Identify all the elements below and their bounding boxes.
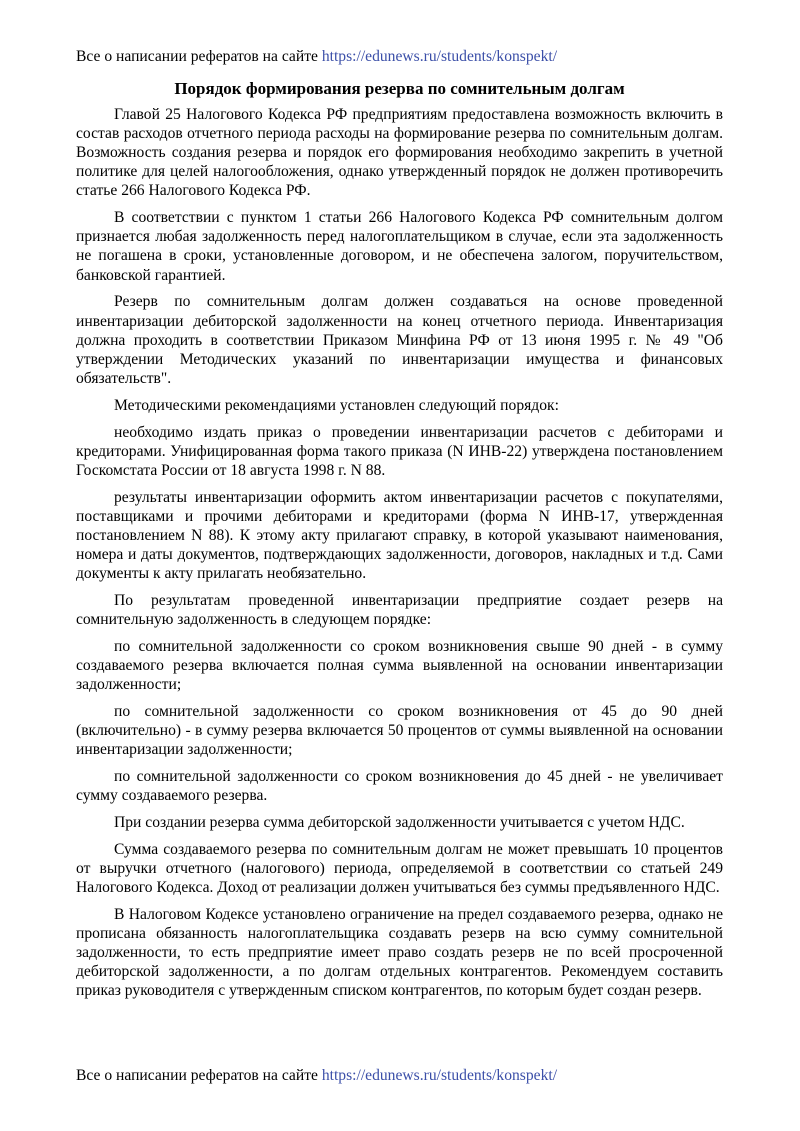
paragraph: Резерв по сомнительным долгам должен создаваться на основе проведенной инвентаризации дебиторской задолженности на конец отчетного периода. Инвентаризация должна проходить в соответствии Приказом Минфина РФ от 13 июня 1995 г. № 49 "Об утверждении Методических указаний по инвентаризации имущества и финансовых обязательств". [76,293,723,387]
document-body [76,79,723,1008]
paragraph: В соответствии с пунктом 1 статьи 266 Налогового Кодекса РФ сомнительным долгом признается любая задолженность перед налогоплательщиком в случае, если эта задолженность не погашена в сроки, установленные договором, и не обеспечена залогом, поручительством, банковской гарантией. [76,209,723,284]
paragraph: В Налоговом Кодексе установлено ограничение на предел создаваемого резерва, однако не прописана обязанность налогоплательщика создавать резерв на всю сумму сомнительной задолженности, то есть предприятие имеет право создать резерв не по всей просроченной дебиторской задолженности, а по долгам отдельных контрагентов. Рекомендуем составить приказ руководителя с утвержденным списком контрагентов, по которым будет создан резерв. [76,906,723,1000]
paragraph: При создании резерва сумма дебиторской задолженности учитывается с учетом НДС. [114,814,685,832]
paragraph: Главой 25 Налогового Кодекса РФ предприятиям предоставлена возможность включить в состав расходов отчетного периода расходы на формирование резерва по сомнительным долгам. Возможность создания резерва и порядок его формирования необходимо закрепить в учетной политике для целей налогообложения, однако утвержденный порядок не должен противоречить статье 266 Налогового Кодекса РФ. [76,106,723,200]
header-text: Все о написании рефератов на сайте [76,48,322,65]
page-footer [76,1066,557,1086]
document-title: Порядок формирования резерва по сомнительным долгам [174,79,625,98]
paragraph: необходимо издать приказ о проведении инвентаризации расчетов с дебиторами и кредиторами. Унифицированная форма такого приказа (N ИНВ-22) утверждена постановлением Госкомстата России от 18 августа 1998 г. N 88. [76,423,723,479]
page-header [76,47,557,67]
paragraph: результаты инвентаризации оформить актом инвентаризации расчетов с покупателями, поставщиками и прочими дебиторами и кредиторами (форма N ИНВ-17, утвержденная постановлением N 88). К этому акту прилагают справку, в которой указывают наименования, номера и даты документов, подтверждающих задолженности, договоров, накладных и т.д. Сами документы к акту прилагать необязательно. [76,488,723,583]
paragraph: Сумма создаваемого резерва по сомнительным долгам не может превышать 10 процентов от выручки отчетного (налогового) периода, определяемой в соответствии со статьей 249 Налогового Кодекса. Доход от реализации должен учитываться без суммы предъявленного НДС. [76,840,723,897]
paragraph: по сомнительной задолженности со сроком возникновения до 45 дней - не увеличивает сумму создаваемого резерва. [76,768,723,805]
header-link[interactable]: https://edunews.ru/students/konspekt/ [321,48,558,65]
paragraph: по сомнительной задолженности со сроком возникновения свыше 90 дней - в сумму создаваемого резерва включается полная сумма выявленной на основании инвентаризации задолженности; [76,637,723,694]
footer-link[interactable]: https://edunews.ru/students/konspekt/ [321,1067,558,1084]
paragraph: По результатам проведенной инвентаризации предприятие создает резерв на сомнительную задолженность в следующем порядке: [76,591,723,629]
paragraph: по сомнительной задолженности со сроком возникновения от 45 до 90 дней (включительно) - в сумму резерва включается 50 процентов от суммы выявленной на основании инвентаризации задолженности; [76,703,723,759]
footer-text: Все о написании рефератов на сайте [76,1067,322,1084]
paragraph: Методическими рекомендациями установлен следующий порядок: [114,396,559,414]
